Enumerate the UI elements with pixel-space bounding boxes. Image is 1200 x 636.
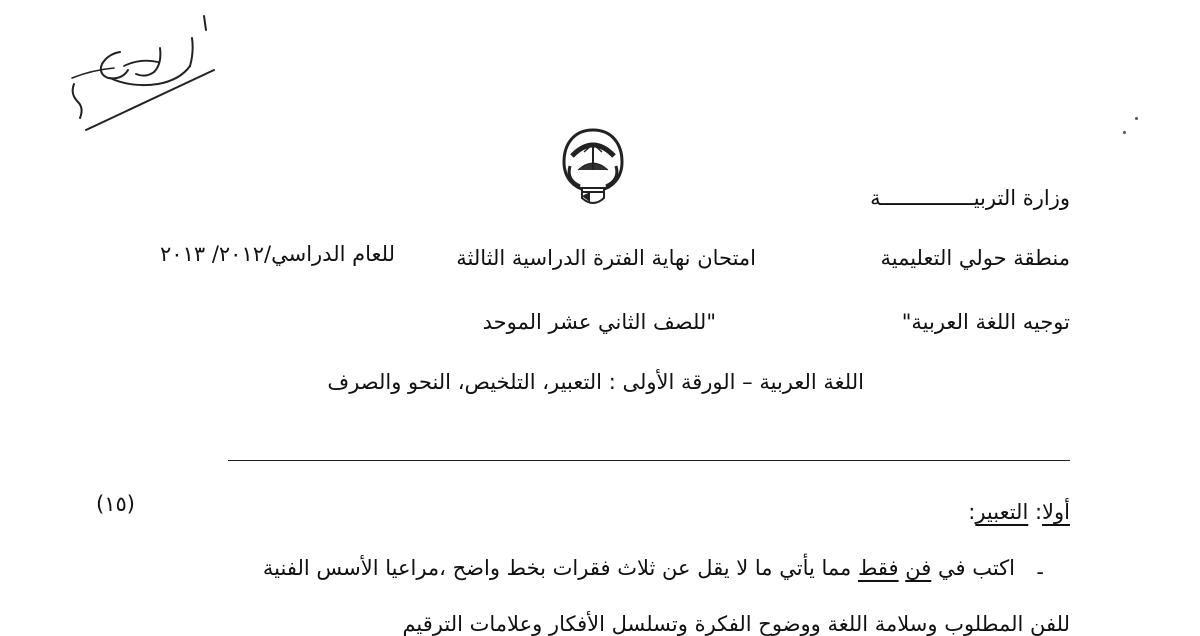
section-heading	[968, 500, 1070, 524]
handwritten-signature	[62, 8, 232, 138]
instruction-text-start: اكتب في	[937, 556, 1015, 580]
department-name: توجيه اللغة العربية"	[901, 310, 1070, 334]
kuwait-emblem-icon	[560, 126, 626, 210]
ministry-name: وزارة التربيـــــــــــــــة	[870, 186, 1070, 210]
section-heading-name: التعبير	[975, 500, 1029, 524]
instruction-text-rest: مما يأتي ما لا يقل عن ثلاث فقرات بخط واضح ،مراعيا الأسس الفنية	[262, 556, 852, 580]
exam-title: امتحان نهاية الفترة الدراسية الثالثة	[456, 246, 756, 270]
section-heading-separator: :	[1028, 500, 1043, 524]
section-heading-prefix: أولا	[1042, 500, 1070, 524]
instruction-keyword-only: فقط	[857, 556, 899, 580]
paper-title: اللغة العربية – الورقة الأولى : التعبير، التلخيص، النحو والصرف	[327, 370, 864, 394]
education-district: منطقة حولي التعليمية	[880, 246, 1070, 270]
instruction-line	[263, 556, 1015, 580]
header-divider	[228, 460, 1070, 461]
section-marks: (١٥)	[96, 492, 135, 516]
instruction-next-line: للفن المطلوب وسلامة اللغة ووضوح الفكرة وتسلسل الأفكار وعلامات الترقيم	[402, 612, 1070, 636]
scan-speck	[1135, 117, 1138, 120]
section-heading-suffix: :	[968, 500, 976, 524]
scan-speck	[1123, 131, 1126, 134]
instruction-bullet: -	[1036, 560, 1044, 584]
grade-level: "للصف الثاني عشر الموحد	[482, 310, 716, 334]
instruction-keyword-art: فن	[905, 556, 932, 580]
academic-year: للعام الدراسي/٢٠١٢/ ٢٠١٣	[160, 242, 395, 266]
